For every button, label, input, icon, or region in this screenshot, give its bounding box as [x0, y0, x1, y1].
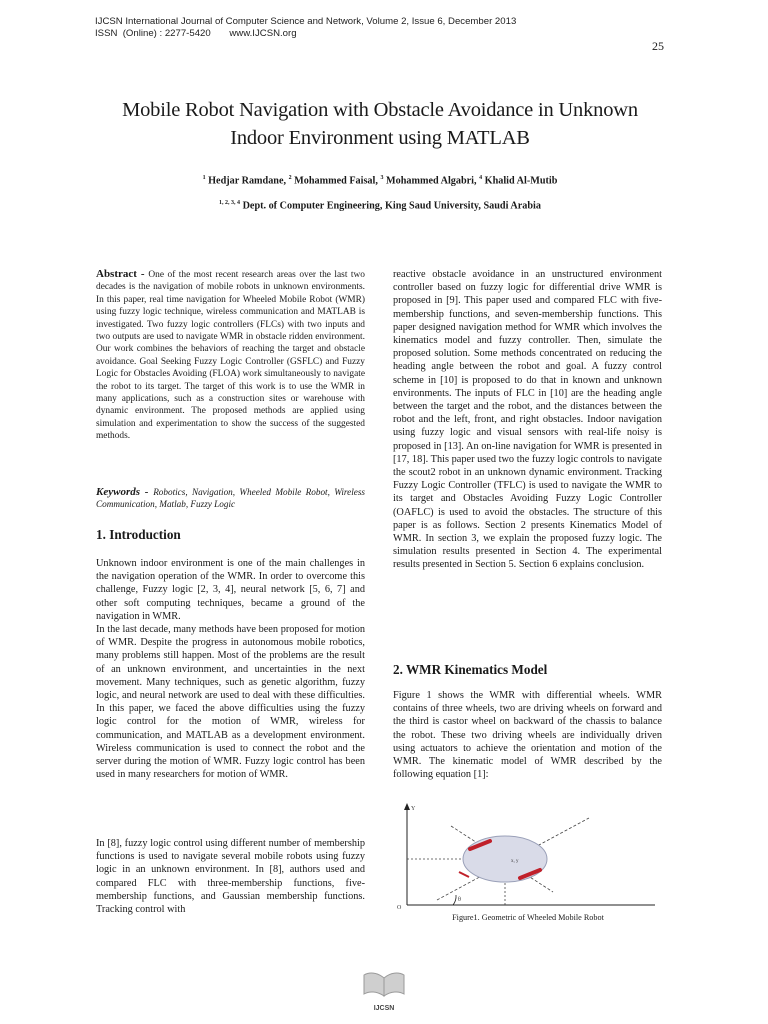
- paper-title: [60, 96, 700, 152]
- theta-label: θ: [458, 897, 461, 903]
- intro-para-1: Unknown indoor environment is one of the main challenges in the navigation operation of the WMR. In order to overcome this challenge, Fuzzy logic [2, 3, 4], neural network [5, 6, 7] and other soft computing techniques, became a ground of the navigation in WMR.: [96, 558, 365, 622]
- issn-line: ISSN (Online) : 2277-5420 www.IJCSN.org: [95, 28, 297, 39]
- robot-chassis: [463, 836, 547, 882]
- intro-para-3: In [8], fuzzy logic control using different number of membership functions is used to navigate several mobile robots using fuzzy logic in an unknown environment. In [8], authors used and compared FLC with three-membership functions, five-membership functions, and Gaussian membership functions. Tracking control with: [96, 838, 365, 916]
- caster-mark: [459, 872, 469, 877]
- y-axis-arrow: [404, 803, 410, 810]
- ijcsn-logo: [361, 968, 407, 1012]
- figure-caption: Figure1. Geometric of Wheeled Mobile Robot: [452, 913, 604, 922]
- intro-heading: 1. Introduction: [96, 527, 181, 542]
- title-line-1: Mobile Robot Navigation with Obstacle Avoidance in Unknown: [122, 99, 638, 121]
- theta-arc: [453, 895, 456, 905]
- authors-line: [60, 175, 700, 186]
- origin-label: O: [397, 905, 402, 911]
- page-number: 25: [652, 39, 664, 53]
- center-label: x, y: [511, 859, 519, 864]
- right-column-text: reactive obstacle avoidance in an unstructured environment controller based on fuzzy logic for differential drive WMR is proposed in [9]. This paper used and compared FLC with five-membership functions, and seven-membership functions. This paper designed navigation method for WMR which involves the kinematics model and fuzzy controller. Then, simulate the proposed solution. Some methods concentrated on reducing the heading angle between the robot and goal. A fuzzy control scheme in [10] is proposed to do that in known and unknown environments. The inputs of FLC in [10] are the heading angle between the target and the robot, and the distances between the robot and the left, front, and right obstacles. Indoor navigation using fuzzy logic and visual sensors with real-life noisy is proposed in [13]. An on-line navigation for WMR is presented in [17, 18]. This paper used two the fuzzy logic controls to navigate the scout2 robot in an unknown dynamic environment. Tracking Fuzzy Logic Controller (TFLC) is used to navigate the WMR to its target and Obstacles Avoiding Fuzzy Logic Controller (OAFLC) is used to avoid the obstacles. The structure of this paper is as follows. Section 2 presents Kinematics Model of WMR. In section 3, we explain the proposed fuzzy logic. The simulation results presented in Section 4. The experimental results presented in Section 5. Section 6 explains conclusion.: [393, 269, 662, 571]
- figure-1: [393, 800, 663, 912]
- affiliation: [60, 200, 700, 211]
- affiliation-sup: 1, 2, 3, 4: [219, 200, 241, 206]
- intro-para-2: In the last decade, many methods have been proposed for motion of WMR. Despite the progress in autonomous mobile robotics, many problems still happen. Most of the problems are the result of an unknown environment, and uncertainties in the next movement. Many techniques, such as genetic algorithm, fuzzy logic, and neural network are used to deal with these difficulties. In this paper, we faced the above difficulties using the fuzzy logic control for the motion of WMR, wireless for communication, and MATLAB as a development environment. Wireless communication is used to connect the robot and the server during the motion of WMR. Fuzzy logic control has been used in many researchers for motion of WMR.: [96, 624, 365, 781]
- keywords: [96, 486, 365, 511]
- wmr-geometry-diagram: [393, 800, 663, 912]
- abstract: [96, 268, 365, 443]
- title-line-2: Indoor Environment using MATLAB: [230, 127, 530, 149]
- affiliation-text: Dept. of Computer Engineering, King Saud University, Saudi Arabia: [242, 200, 541, 212]
- author-4: Khalid Al-Mutib: [484, 175, 558, 187]
- section2-text: Figure 1 shows the WMR with differential wheels. WMR contains of three wheels, two are driving wheels on forward and the third is castor wheel on backward of the chassis to balance the robot. These two driving wheels are individually driven using actuators to achieve the orientation and motion of the WMR. The kinematic model of WMR described by the following equation [1]:: [393, 690, 662, 781]
- section2-heading: 2. WMR Kinematics Model: [393, 662, 548, 677]
- keywords-label: Keywords -: [96, 486, 154, 498]
- y-axis-label: Y: [411, 806, 416, 812]
- author-4-sup: 4: [479, 175, 483, 181]
- author-3-sup: 3: [380, 175, 384, 181]
- author-1: Hedjar Ramdane,: [208, 175, 289, 187]
- abstract-label: Abstract -: [96, 268, 149, 280]
- footer-logo-text: IJCSN: [373, 1005, 395, 1012]
- abstract-text: One of the most recent research areas over the last two decades is the navigation of mobile robots in unknown environments. In this paper, real time navigation for Wheeled Mobile Robot (WMR) using fuzzy logic technique, wireless communication and MATLAB is investigated. Two fuzzy logic controllers (FLCs) with two inputs and two outputs are used to navigate WMR in obstacle ridden environment. Our work combines the behaviors of reaching the target and obstacle avoidance. Goal Seeking Fuzzy Logic Controller (GSFLC) and Fuzzy Logic for Obstacles Avoiding (FLOA) work simultaneously to navigate the robot to its target. The target of this work is to use the WMR in many applications, such as a construction sites or warehouse with dynamic environment. The proposed methods are applied using simulation and experimentation to show the success of the suggested methods.: [96, 270, 365, 442]
- author-2-sup: 2: [288, 175, 292, 181]
- intro-paragraphs: [96, 557, 365, 781]
- keywords-text: Robotics, Navigation, Wheeled Mobile Robot, Wireless Communication, Matlab, Fuzzy Logic: [96, 487, 365, 510]
- book-icon: [361, 968, 407, 998]
- author-2: Mohammed Faisal,: [294, 175, 381, 187]
- author-3: Mohammed Algabri,: [386, 175, 480, 187]
- author-1-sup: 1: [202, 175, 206, 181]
- running-header: [95, 16, 516, 40]
- journal-line: IJCSN International Journal of Computer Science and Network, Volume 2, Issue 6, December 2013: [95, 16, 517, 27]
